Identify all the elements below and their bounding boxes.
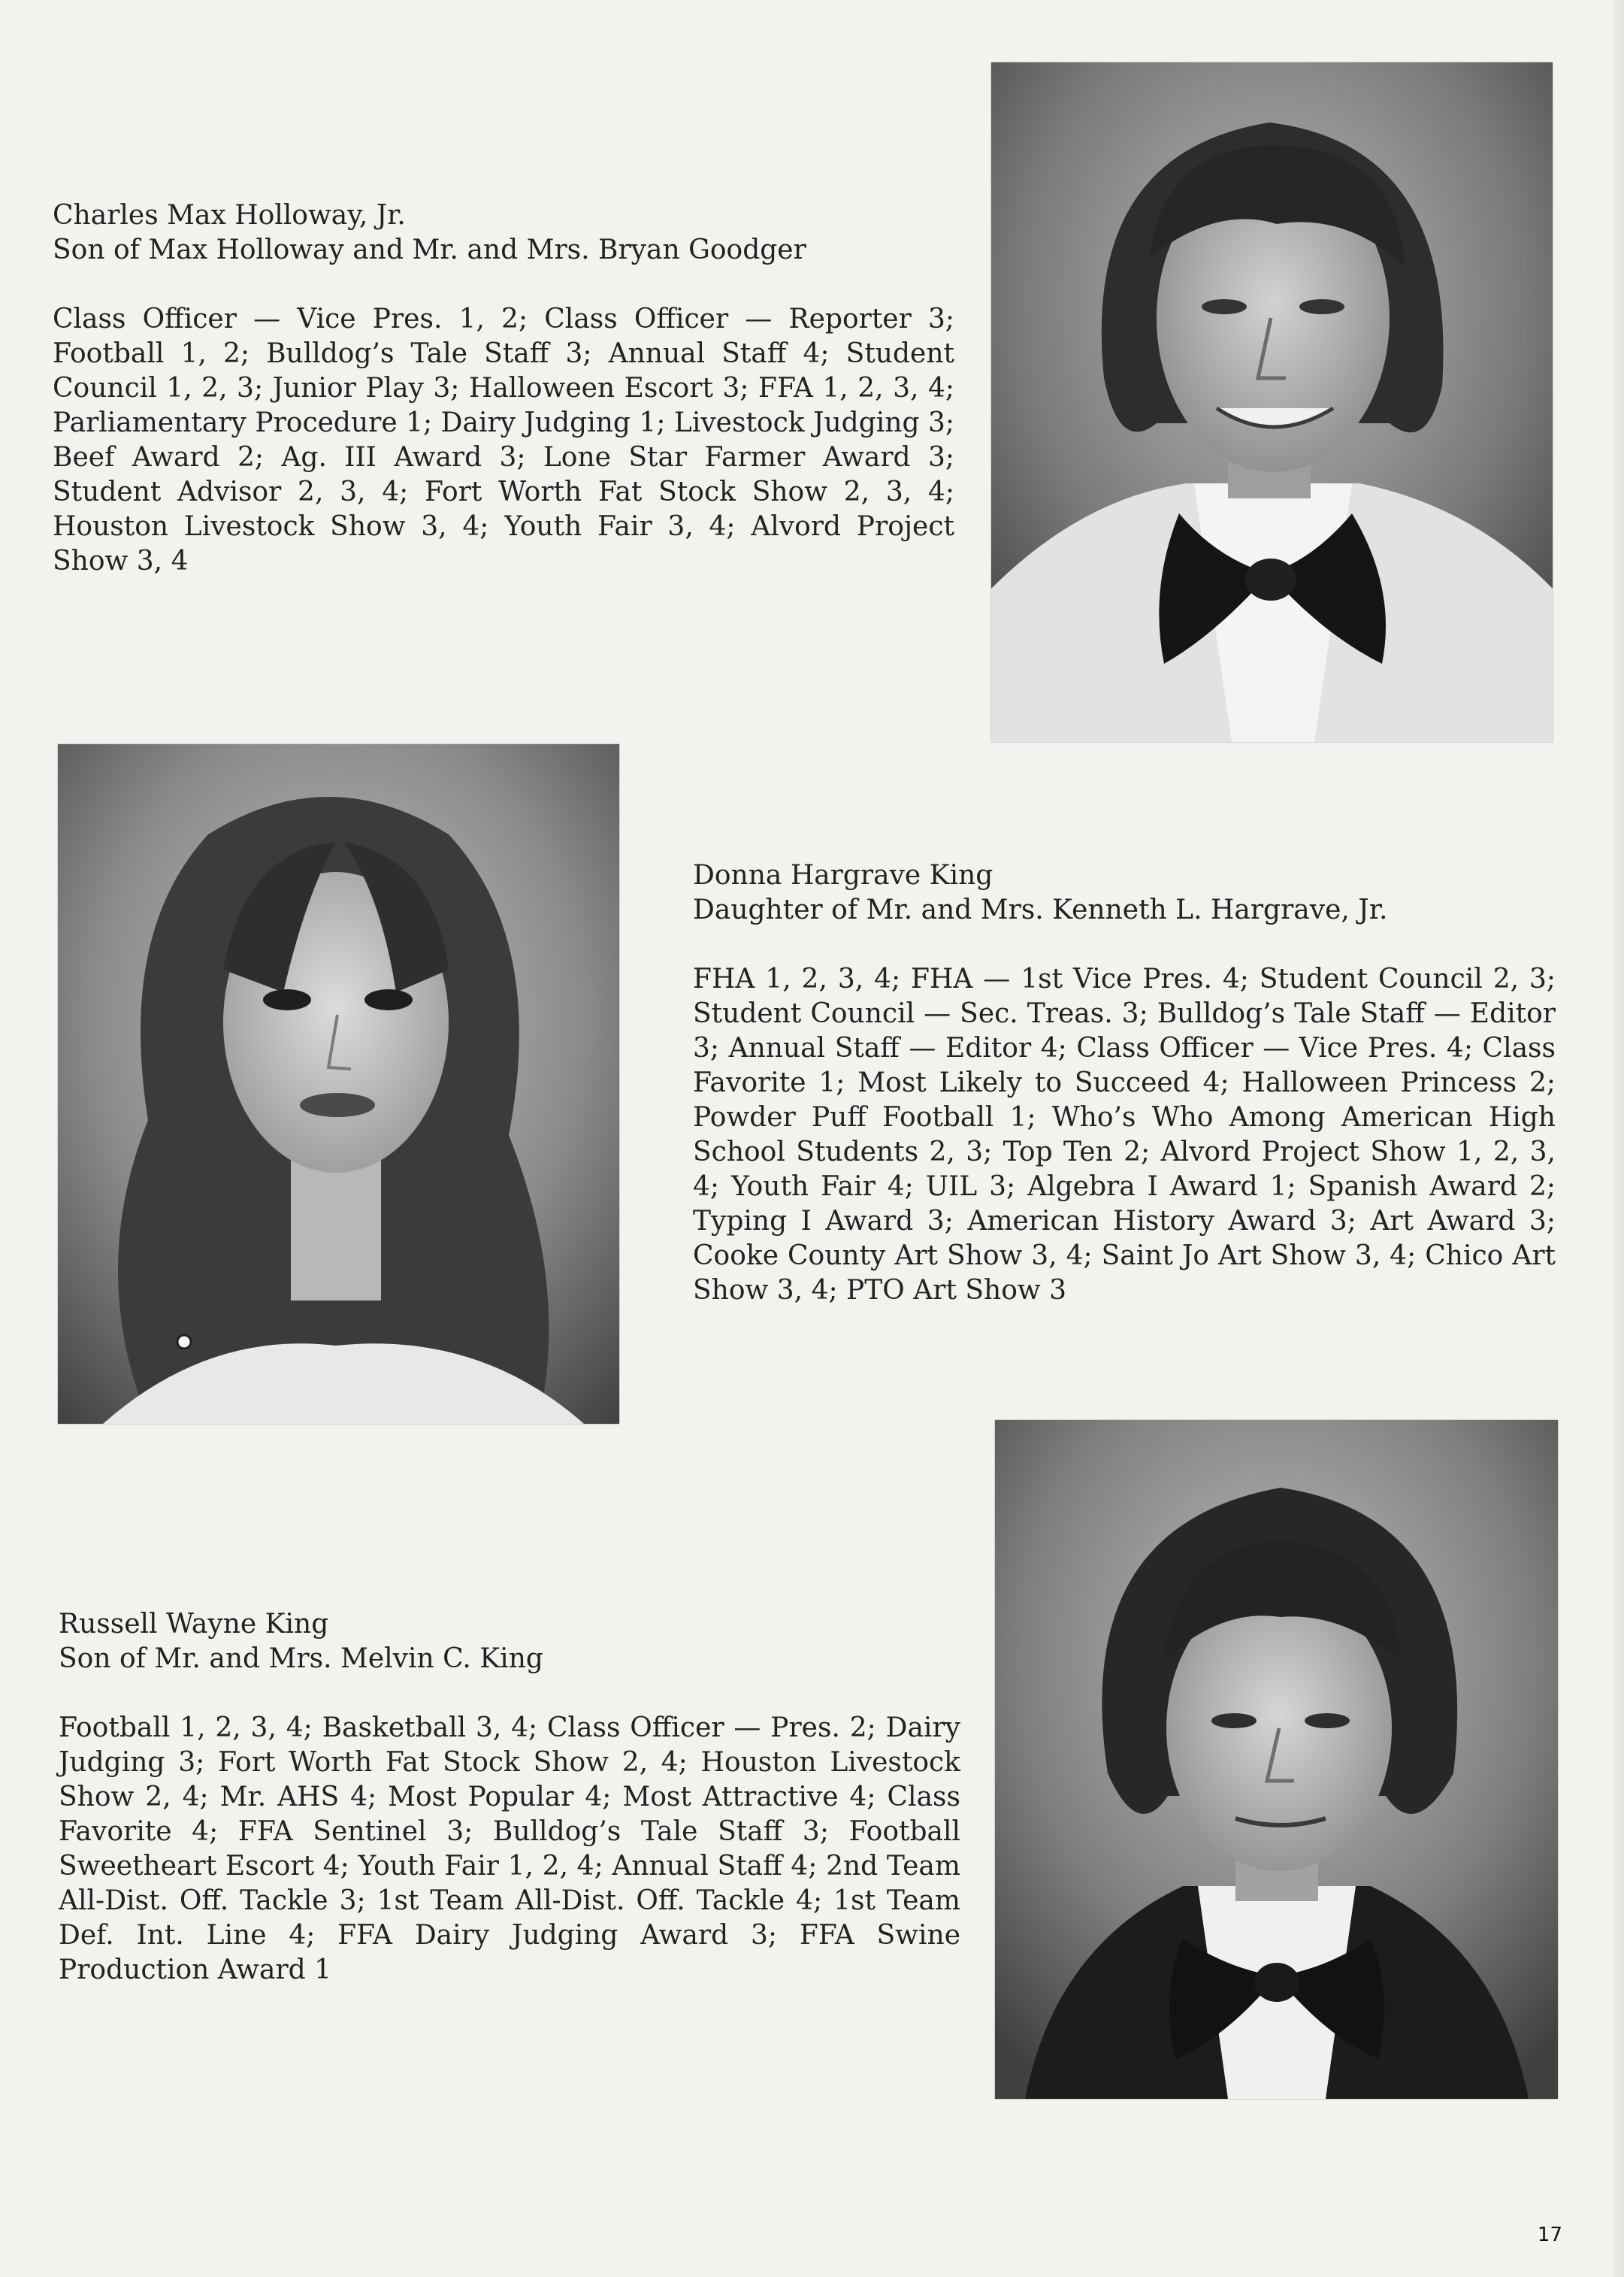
portrait-photo-donna-king <box>58 744 619 1424</box>
student-activities: Football 1, 2, 3, 4; Basketball 3, 4; Class Officer — Pres. 2; Dairy Judging 3; Fort Worth Fat Stock Show 2, 4; Houston Livestock Show 2, 4; Mr. AHS 4; Most Popular 4; Most Attractive 4; Class Favorite 4; FFA Sentinel 3; Bulldog’s Tale Staff 3; Football Sweetheart Escort 4; Youth Fair 1, 2, 4; Annual Staff 4; 2nd Team All-Dist. Off. Tackle 3; 1st Team All-Dist. Off. Tackle 4; 1st Team Def. Int. Line 4; FFA Dairy Judging Award 3; FFA Swine Production Award 1 <box>59 1712 960 1985</box>
female-portrait-icon <box>58 744 619 1424</box>
student-name: Russell Wayne King <box>59 1609 329 1640</box>
portrait-photo-russell-king <box>995 1420 1558 2099</box>
student-parents: Son of Max Holloway and Mr. and Mrs. Bryan Goodger <box>53 235 806 265</box>
student-parents: Son of Mr. and Mrs. Melvin C. King <box>59 1643 543 1674</box>
senior-bio-donna-king <box>693 858 1556 1308</box>
senior-bio-russell-king <box>59 1607 960 1988</box>
student-activities: Class Officer — Vice Pres. 1, 2; Class Officer — Reporter 3; Football 1, 2; Bulldog’s Tale Staff 3; Annual Staff 4; Student Council 1, 2, 3; Junior Play 3; Halloween Escort 3; FFA 1, 2, 3, 4; Parliamentary Procedure 1; Dairy Judging 1; Livestock Judging 3; Beef Award 2; Ag. III Award 3; Lone Star Farmer Award 3; Student Advisor 2, 3, 4; Fort Worth Fat Stock Show 2, 3, 4; Houston Livestock Show 3, 4; Youth Fair 3, 4; Alvord Project Show 3, 4 <box>53 304 954 577</box>
page-number: 17 <box>1537 2224 1562 2246</box>
senior-bio-holloway <box>53 198 954 579</box>
student-activities: FHA 1, 2, 3, 4; FHA — 1st Vice Pres. 4; Student Council 2, 3; Student Council — Sec. Treas. 3; Bulldog’s Tale Staff — Editor 3; Annual Staff — Editor 4; Class Officer — Vice Pres. 4; Class Favorite 1; Most Likely to Succeed 4; Halloween Princess 2; Powder Puff Football 1; Who’s Who Among American High School Students 2, 3; Top Ten 2; Alvord Project Show 1, 2, 3, 4; Youth Fair 4; UIL 3; Algebra I Award 1; Spanish Award 2; Typing I Award 3; American History Award 3; Art Award 3; Cooke County Art Show 3, 4; Saint Jo Art Show 3, 4; Chico Art Show 3, 4; PTO Art Show 3 <box>693 964 1556 1306</box>
male-portrait-icon <box>995 1420 1558 2099</box>
student-name: Donna Hargrave King <box>693 860 993 891</box>
student-parents: Daughter of Mr. and Mrs. Kenneth L. Hargrave, Jr. <box>693 895 1388 925</box>
student-name: Charles Max Holloway, Jr. <box>53 200 406 231</box>
page-edge <box>1613 0 1624 2277</box>
male-portrait-icon <box>991 62 1553 742</box>
portrait-photo-holloway <box>991 62 1553 742</box>
